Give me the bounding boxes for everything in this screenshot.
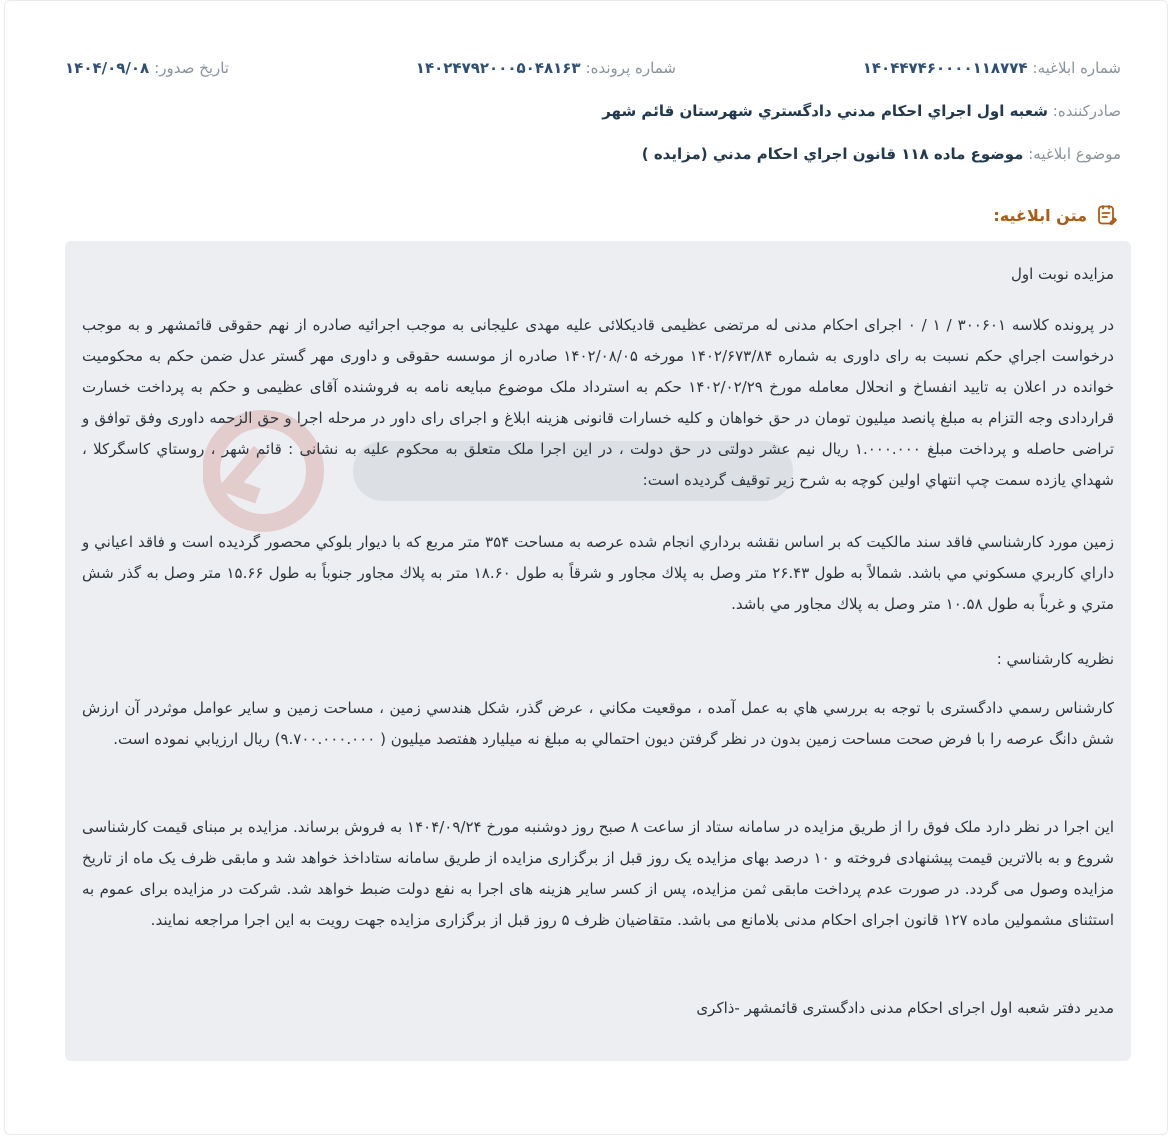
case-number-value: ۱۴۰۲۴۷۹۲۰۰۰۵۰۴۸۱۶۳ (415, 59, 581, 77)
subject-label: موضوع ابلاغیه: (1028, 145, 1121, 163)
subject-value: موضوع ماده ۱۱۸ قانون اجراي احكام مدني (مزايده ) (641, 145, 1024, 163)
paragraph-auction: این اجرا در نظر دارد ملک فوق را از طریق مزایده در سامانه ستاد از ساعت ۸ صبح روز دوشنبه مورخ ۱۴۰۴/۰۹/۲۴ به فروش برساند. مزایده بر مبنای قیمت کارشناسی شروع و به بالاترین قیمت پیشنهادی فروخته و ۱۰ درصد بهای مزایده یک روز قبل از برگزاری مزایده از طریق سامانه ستاداخذ خواهد شد و مابقی ظرف یک ماه از تاریخ مزایده وصول می گردد. در صورت عدم پرداخت مابقی ثمن مزایده، پس از کسر سایر هزینه های اجرا به نفع دولت ضبط خواهد شد. شرکت در مزایده برای عموم به استثنای مشمولین ماده ۱۲۷ قانون اجرای احکام مدنی بلامانع می باشد. متقاضیان ظرف ۵ روز قبل از برگزاری مزایده جهت رویت به این اجرا مراجعه نمایند. (82, 818, 1115, 929)
issue-date (65, 59, 229, 81)
notice-body (65, 241, 1131, 1061)
notice-text-title: متن ابلاغیه: (993, 205, 1087, 225)
case-number (416, 59, 676, 81)
paragraph-land: زمين مورد کارشناسي فاقد سند مالكيت كه بر اساس نقشه برداري انجام شده عرصه به مساحت ۳۵۴ متر مربع كه با ديوار بلوكي محصور گرديده است و فاقد اعياني و داراي كاربري مسكوني مي باشد. شمالاً به طول ۲۶.۴۳ متر وصل به پلاك مجاور و شرقاً به طول ۱۸.۶۰ متر به پلاك مجاور جنوباً به طول ۱۵.۶۶ متر وصل به گذر شش متري و غرباً به طول ۱۰.۵۸ متر وصل به پلاك مجاور مي باشد. (82, 533, 1115, 613)
document-list-icon (1095, 203, 1119, 227)
notice-number-label: شماره ابلاغیه: (1032, 59, 1121, 77)
notice-card (4, 0, 1168, 1135)
subject-line (642, 145, 1121, 163)
issuer-line (602, 102, 1121, 120)
paragraph-signature: مدیر دفتر شعبه اول اجرای احکام مدنی دادگستری قائمشهر -ذاکری (696, 999, 1114, 1017)
issuer-value: شعبه اول اجراي احكام مدني دادگستري شهرستان قائم شهر (602, 102, 1048, 120)
notice-text-heading (993, 203, 1119, 227)
paragraph-expert-heading: نظريه كارشناسي : (996, 650, 1114, 668)
paragraph-expert: كارشناس رسمي دادگستری با توجه به بررسي هاي به عمل آمده ، موقعيت مكاني ، عرض گذر، شكل هندسي زمين ، مساحت زمين و ساير عوامل موثردر آن ارزش شش دانگ عرصه را با فرض صحت مساحت زمين بدون در نظر گرفتن ديون احتمالي به مبلغ نه ميليارد هفتصد ميليون ( ۹.۷۰۰.۰۰۰.۰۰۰) ريال ارزيابي نموده است. (82, 699, 1114, 748)
issue-date-label: تاریخ صدور: (154, 59, 229, 77)
notice-number-value: ۱۴۰۴۴۷۴۶۰۰۰۰۱۱۸۷۷۴ (862, 59, 1028, 77)
paragraph-case: در پرونده کلاسه ۳۰۰۶۰۱ / ۱ / ۰ اجرای احکام مدنی له مرتضی عظیمی قادیکلائی علیه مهدی علیجانی به موجب اجرائیه صادره از نهم حقوقی قائمشهر و به موجب درخواست اجراي حکم نسبت به رای داوری به شماره ۱۴۰۲/۶۷۳/۸۴ مورخه ۱۴۰۲/۰۸/۰۵ صادره از موسسه حقوقی و داوری مهر گستر عدل ضمن حکم به محکومیت خوانده در اعلان به تایید انفساخ و انحلال معامله مورخ ۱۴۰۲/۰۲/۲۹ حکم به استرداد ملک موضوع مبایعه نامه به فروشنده آقای عظیمی و حکم به پرداخت خسارت قراردادی وجه التزام به مبلغ پانصد میلیون تومان در حق خواهان و کلیه خسارات قانونی هزینه ابلاغ و اجرای رای داور در مرحله اجرا و حق الزحمه داوری وفق توافق و تراضی حاصله و پرداخت مبلغ ۱.۰۰۰.۰۰۰ ریال نیم عشر دولتی در حق دولت ، در این اجرا ملک متعلق به محکوم علیه به نشانی : قائم شهر ، روستاي كاسگرکلا ، شهداي يازده سمت چپ انتهاي اولين كوچه به شرح زیر توقیف گردیده است: (82, 316, 1115, 489)
case-number-label: شماره پرونده: (585, 59, 676, 77)
issue-date-value: ۱۴۰۴/۰۹/۰۸ (65, 59, 150, 77)
paragraph-title: مزایده نوبت اول (1010, 265, 1114, 283)
notice-number (863, 59, 1121, 81)
meta-row (65, 59, 1121, 81)
issuer-label: صادرکننده: (1052, 102, 1121, 120)
